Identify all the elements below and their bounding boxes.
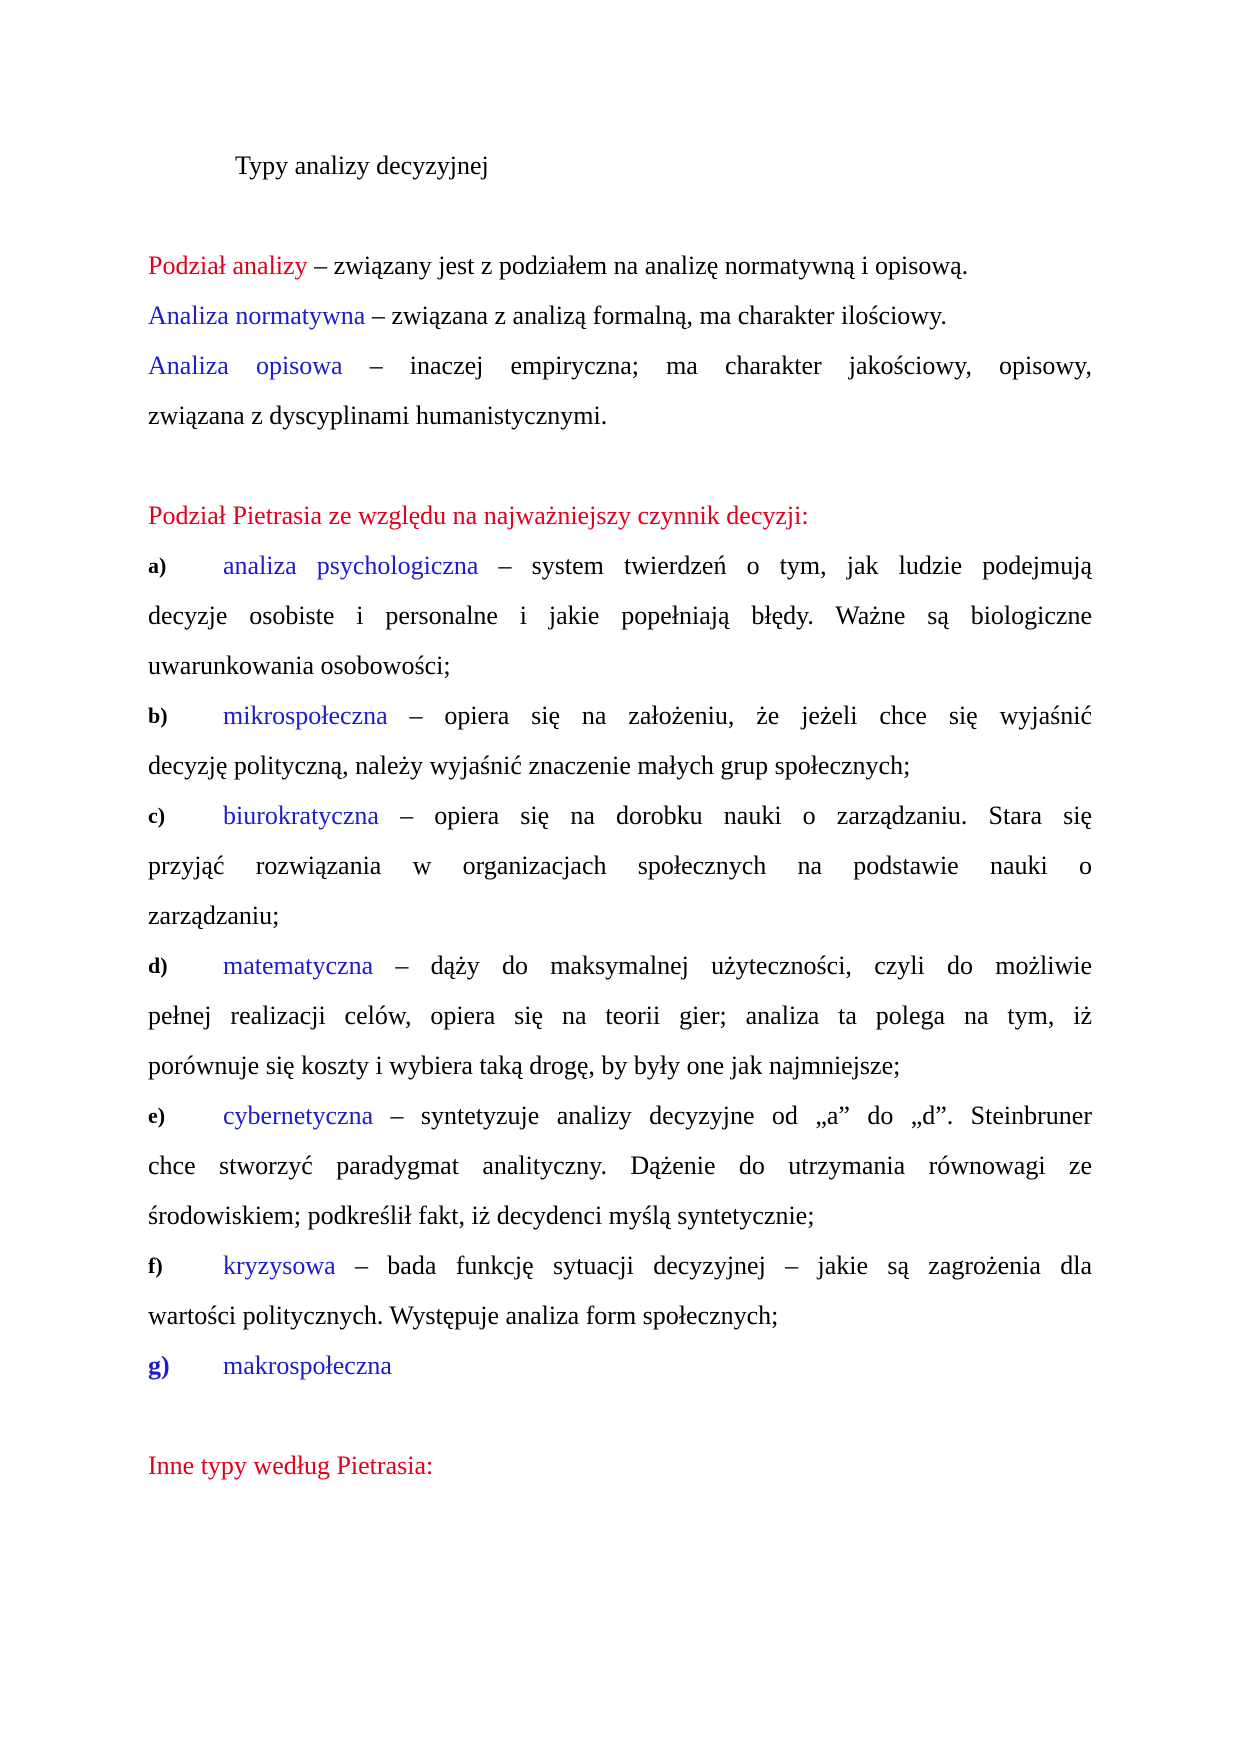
item-term: makrospołeczna bbox=[223, 1351, 392, 1380]
item-first-text: – opiera się na założeniu, że jeżeli chce się wyjaśnić bbox=[387, 701, 1092, 730]
item-first-text: – syntetyzuje analizy decyzyjne od „a” do „d”. Steinbruner bbox=[373, 1101, 1092, 1130]
analiza-opisowa-term: Analiza opisowa bbox=[148, 351, 343, 380]
item-continuation: przyjąć rozwiązania w organizacjach społecznych na podstawie nauki o bbox=[148, 851, 1092, 880]
item-first-line bbox=[223, 801, 1092, 831]
pietras-heading: Podział Pietrasia ze względu na najważniejszy czynnik decyzji: bbox=[148, 501, 809, 530]
document-title: Typy analizy decyzyjnej bbox=[235, 151, 489, 180]
item-first-line bbox=[223, 1101, 1092, 1131]
item-term: kryzysowa bbox=[223, 1251, 336, 1280]
item-continuation: uwarunkowania osobowości; bbox=[148, 651, 451, 680]
item-term: cybernetyczna bbox=[223, 1101, 374, 1130]
analiza-opisowa-line-2: związana z dyscyplinami humanistycznymi. bbox=[148, 401, 608, 430]
item-first-line bbox=[223, 1251, 1092, 1281]
item-marker: b) bbox=[148, 703, 168, 728]
item-marker: d) bbox=[148, 953, 168, 978]
podzial-analizy-term: Podział analizy bbox=[148, 251, 308, 280]
item-first-text: – bada funkcję sytuacji decyzyjnej – jakie są zagrożenia dla bbox=[335, 1251, 1092, 1280]
podzial-analizy-text: – związany jest z podziałem na analizę normatywną i opisową. bbox=[307, 251, 969, 280]
item-continuation: porównuje się koszty i wybiera taką drogę, by były one jak najmniejsze; bbox=[148, 1051, 901, 1080]
item-continuation: decyzję polityczną, należy wyjaśnić znaczenie małych grup społecznych; bbox=[148, 751, 911, 780]
item-marker: g) bbox=[148, 1351, 170, 1380]
item-continuation: pełnej realizacji celów, opiera się na teorii gier; analiza ta polega na tym, iż bbox=[148, 1001, 1092, 1030]
item-first-line bbox=[223, 701, 1092, 731]
item-marker: c) bbox=[148, 803, 166, 828]
item-continuation: chce stworzyć paradygmat analityczny. Dążenie do utrzymania równowagi ze bbox=[148, 1151, 1092, 1180]
item-first-text: – opiera się na dorobku nauki o zarządzaniu. Stara się bbox=[378, 801, 1092, 830]
item-marker: f) bbox=[148, 1253, 163, 1278]
item-continuation: decyzje osobiste i personalne i jakie popełniają błędy. Ważne są biologiczne bbox=[148, 601, 1092, 630]
item-continuation: środowiskiem; podkreślił fakt, iż decydenci myślą syntetycznie; bbox=[148, 1201, 815, 1230]
item-marker: e) bbox=[148, 1103, 166, 1128]
item-marker: a) bbox=[148, 553, 167, 578]
item-first-line bbox=[223, 551, 1092, 581]
item-term: analiza psychologiczna bbox=[223, 551, 479, 580]
analiza-normatywna-line bbox=[148, 301, 947, 331]
item-first-line bbox=[223, 951, 1092, 981]
analiza-normatywna-term: Analiza normatywna bbox=[148, 301, 366, 330]
analiza-normatywna-text: – związana z analizą formalną, ma charakter ilościowy. bbox=[365, 301, 947, 330]
item-term: biurokratyczna bbox=[223, 801, 379, 830]
inne-typy-heading: Inne typy według Pietrasia: bbox=[148, 1451, 434, 1480]
item-first-text: – system twierdzeń o tym, jak ludzie podejmują bbox=[478, 551, 1092, 580]
item-term: mikrospołeczna bbox=[223, 701, 388, 730]
analiza-opisowa-line-1 bbox=[148, 351, 1092, 381]
item-continuation: zarządzaniu; bbox=[148, 901, 280, 930]
analiza-opisowa-text: – inaczej empiryczna; ma charakter jakościowy, opisowy, bbox=[342, 351, 1092, 380]
item-term: matematyczna bbox=[223, 951, 374, 980]
podzial-analizy-line bbox=[148, 251, 968, 281]
item-continuation: wartości politycznych. Występuje analiza form społecznych; bbox=[148, 1301, 779, 1330]
item-first-text: – dąży do maksymalnej użyteczności, czyli do możliwie bbox=[373, 951, 1092, 980]
